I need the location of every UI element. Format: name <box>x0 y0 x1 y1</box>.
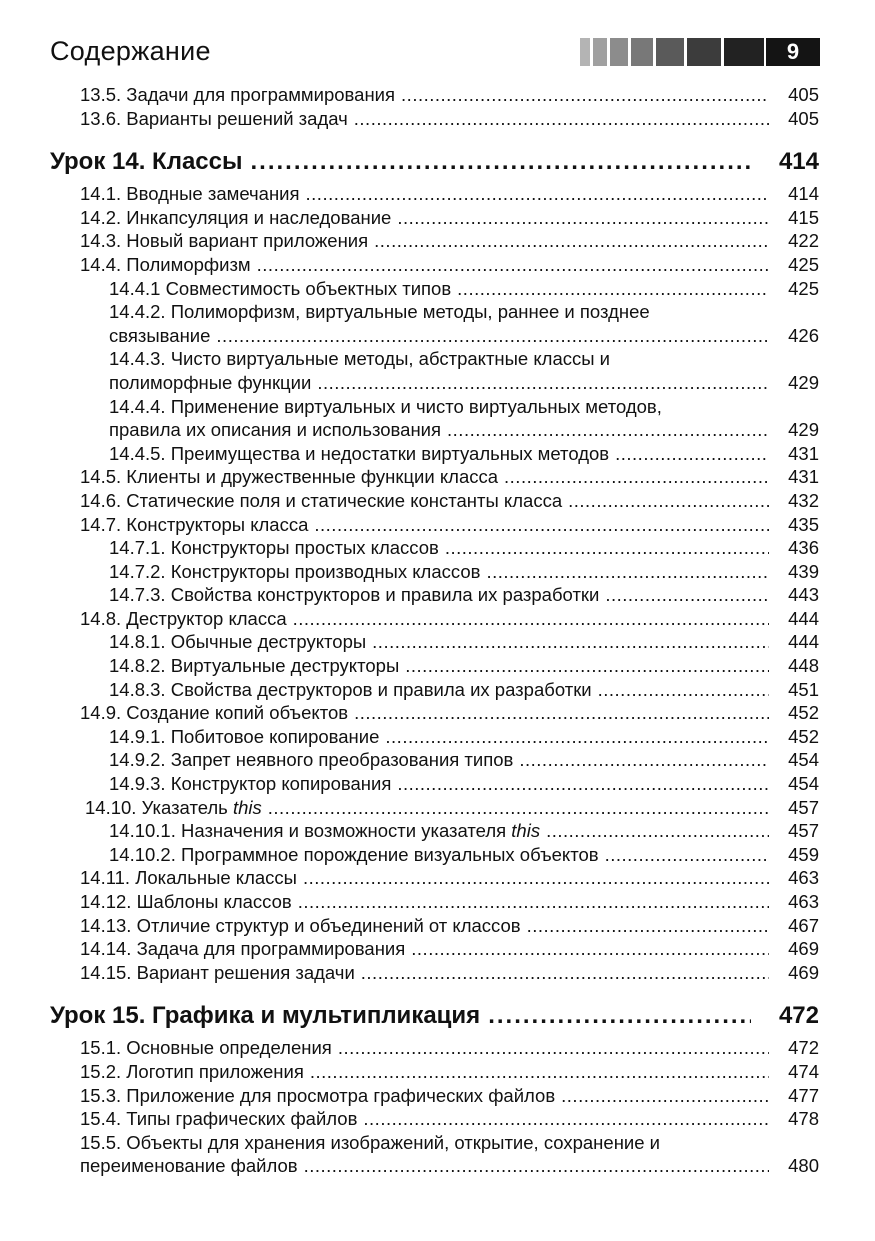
toc-entry-title: 14.10.2. Программное порождение визуальных объектов <box>109 843 599 865</box>
toc-page-number: 436 <box>788 537 819 559</box>
leader-dots <box>615 442 769 466</box>
toc-page-number: 451 <box>788 678 819 700</box>
toc-page-number: 425 <box>788 277 819 299</box>
toc-entry-title: правила их описания и использования <box>109 419 442 441</box>
toc-entry-title: 14.8.1. Обычные деструкторы <box>109 631 367 653</box>
toc-entry-title: 14.7.1. Конструкторы простых классов <box>109 537 439 559</box>
toc-page-number: 469 <box>788 961 819 983</box>
toc-entry <box>0 1107 875 1131</box>
toc-subentry <box>0 277 875 301</box>
leader-dots <box>561 1084 769 1108</box>
toc-entry-title: 14.6. Статические поля и статические константы класса <box>80 489 563 511</box>
leader-dots <box>293 607 769 631</box>
toc-subentry <box>0 442 875 466</box>
toc-entry <box>0 253 875 277</box>
toc-page-number: 439 <box>788 560 819 582</box>
toc-page-number: 444 <box>788 607 819 629</box>
toc-page-number: 405 <box>788 107 819 129</box>
chapter-title: Урок 14. Классы <box>50 148 243 176</box>
leader-dots <box>447 418 769 442</box>
leader-dots <box>519 748 769 772</box>
leader-dots <box>306 182 769 206</box>
leader-dots <box>546 819 769 843</box>
chapter-page-number: 414 <box>778 148 819 176</box>
toc-page-number: 444 <box>788 631 819 653</box>
toc-chapter-heading <box>0 146 875 178</box>
toc-page-number: 431 <box>788 466 819 488</box>
toc-page-number: 429 <box>788 419 819 441</box>
toc-entry-title: 15.2. Логотип приложения <box>80 1060 304 1082</box>
toc-entry <box>0 1060 875 1084</box>
table-of-contents <box>0 83 875 1178</box>
toc-entry <box>0 937 875 961</box>
toc-entry <box>0 489 875 513</box>
leader-dots <box>268 796 769 820</box>
toc-page-number: 426 <box>788 324 819 346</box>
leader-dots <box>310 1060 769 1084</box>
header-bar <box>656 38 684 66</box>
page-header <box>50 32 820 70</box>
leader-dots <box>250 146 751 178</box>
leader-dots <box>338 1036 769 1060</box>
leader-dots <box>298 890 769 914</box>
leader-dots <box>568 489 769 513</box>
toc-subentry <box>0 654 875 678</box>
toc-entry <box>0 1036 875 1060</box>
leader-dots <box>385 725 769 749</box>
toc-entry-title: полиморфные функции <box>109 371 312 393</box>
leader-dots <box>397 206 769 230</box>
chapter-title: Урок 15. Графика и мультипликация <box>50 1002 481 1030</box>
toc-entry-title: 14.7. Конструкторы класса <box>80 513 309 535</box>
toc-entry <box>0 607 875 631</box>
toc-subentry <box>0 583 875 607</box>
toc-entry-title: переименование файлов <box>80 1155 298 1177</box>
toc-entry-title: 14.4. Полиморфизм <box>80 253 251 275</box>
toc-entry-title-line: 14.4.2. Полиморфизм, виртуальные методы, раннее и позднее <box>109 301 650 323</box>
toc-page-number: 405 <box>788 84 819 105</box>
toc-entry-title: 14.8. Деструктор класса <box>80 607 287 629</box>
toc-page-number: 469 <box>788 938 819 960</box>
toc-entry-title: 15.1. Основные определения <box>80 1037 332 1059</box>
toc-entry-title-line: 14.4.4. Применение виртуальных и чисто виртуальных методов, <box>109 395 662 417</box>
toc-subentry <box>0 536 875 560</box>
toc-entry <box>0 83 875 107</box>
toc-entry-title: связывание <box>109 324 211 346</box>
leader-dots <box>397 772 769 796</box>
toc-entry <box>0 1131 875 1178</box>
toc-page-number: 432 <box>788 489 819 511</box>
toc-entry-title-line: 14.4.3. Чисто виртуальные методы, абстрактные классы и <box>109 348 611 370</box>
toc-page-number: 480 <box>788 1155 819 1177</box>
toc-entry-title: 14.9.3. Конструктор копирования <box>109 773 392 795</box>
toc-entry-title-emphasis: this <box>511 820 541 842</box>
leader-dots <box>405 654 769 678</box>
chapter-page-number: 472 <box>778 1002 819 1030</box>
toc-page-number: 452 <box>788 702 819 724</box>
toc-entry-title: 14.5. Клиенты и дружественные функции класса <box>80 466 499 488</box>
toc-subentry <box>0 630 875 654</box>
header-bar <box>580 38 590 66</box>
toc-entry-title: 14.3. Новый вариант приложения <box>80 230 369 252</box>
toc-page-number: 459 <box>788 843 819 865</box>
toc-subentry <box>0 347 875 394</box>
toc-entry-title: 13.5. Задачи для программирования <box>80 84 396 105</box>
toc-page-number: 454 <box>788 773 819 795</box>
leader-dots <box>488 1000 751 1032</box>
toc-subentry <box>0 395 875 442</box>
toc-subentry <box>0 560 875 584</box>
toc-entry-title <box>85 796 262 820</box>
toc-page-number: 472 <box>788 1037 819 1059</box>
toc-page-number: 435 <box>788 513 819 535</box>
leader-dots <box>598 678 769 702</box>
toc-entry <box>0 465 875 489</box>
toc-subentry <box>0 819 875 843</box>
toc-page-number: 454 <box>788 749 819 771</box>
leader-dots <box>317 371 769 395</box>
toc-page-number: 422 <box>788 230 819 252</box>
toc-entry-title: 14.8.2. Виртуальные деструкторы <box>109 655 400 677</box>
toc-entry <box>0 107 875 131</box>
toc-entry-title: 14.9.2. Запрет неявного преобразования типов <box>109 749 514 771</box>
header-bar <box>610 38 628 66</box>
leader-dots <box>527 914 769 938</box>
toc-page-number: 467 <box>788 914 819 936</box>
toc-entry <box>0 866 875 890</box>
toc-entry-title-line: 15.5. Объекты для хранения изображений, открытие, сохранение и <box>80 1131 661 1153</box>
toc-entry-title-emphasis: this <box>232 796 262 818</box>
toc-entry-title <box>109 819 540 843</box>
leader-dots <box>411 937 769 961</box>
toc-subentry <box>0 300 875 347</box>
leader-dots <box>363 1107 769 1131</box>
leader-dots <box>354 701 769 725</box>
toc-page-number: 478 <box>788 1108 819 1130</box>
toc-subentry <box>0 725 875 749</box>
toc-entry-title: 14.2. Инкапсуляция и наследование <box>80 206 392 228</box>
toc-page-number: 415 <box>788 206 819 228</box>
toc-entry <box>0 206 875 230</box>
leader-dots <box>372 630 769 654</box>
toc-subentry <box>0 843 875 867</box>
leader-dots <box>605 843 769 867</box>
toc-page-number: 463 <box>788 891 819 912</box>
leader-dots <box>354 107 769 131</box>
header-bar <box>687 38 721 66</box>
toc-entry-title: 14.11. Локальные классы <box>80 867 297 889</box>
leader-dots <box>486 560 769 584</box>
toc-entry-title: 14.9. Создание копий объектов <box>80 702 349 724</box>
leader-dots <box>457 277 769 301</box>
toc-entry-title: 14.15. Вариант решения задачи <box>80 961 355 983</box>
toc-entry-title: 14.4.1 Совместимость объектных типов <box>109 277 452 299</box>
toc-subentry <box>0 772 875 796</box>
leader-dots <box>303 866 769 890</box>
toc-entry-title: 14.12. Шаблоны классов <box>80 891 292 912</box>
toc-entry-title: 14.4.5. Преимущества и недостатки виртуальных методов <box>109 442 610 464</box>
toc-page-number: 452 <box>788 725 819 747</box>
toc-entry <box>0 701 875 725</box>
toc-entry <box>0 1084 875 1108</box>
toc-entry-title-text: 14.10. Указатель <box>85 796 228 818</box>
toc-subentry <box>0 748 875 772</box>
leader-dots <box>216 324 769 348</box>
leader-dots <box>361 961 769 985</box>
leader-dots <box>605 583 769 607</box>
toc-page-number: 425 <box>788 253 819 275</box>
toc-entry-title: 14.8.3. Свойства деструкторов и правила их разработки <box>109 678 592 700</box>
toc-page-number: 431 <box>788 442 819 464</box>
toc-entry-title: 14.9.1. Побитовое копирование <box>109 725 380 747</box>
page-title: Содержание <box>50 36 211 66</box>
leader-dots <box>304 1154 769 1178</box>
toc-entry <box>0 513 875 537</box>
leader-dots <box>401 83 769 107</box>
toc-page-number: 448 <box>788 655 819 677</box>
toc-page-number: 443 <box>788 584 819 606</box>
toc-entry-title: 14.13. Отличие структур и объединений от классов <box>80 914 521 936</box>
toc-entry-title: 14.7.2. Конструкторы производных классов <box>109 560 481 582</box>
toc-entry-title: 13.6. Варианты решений задач <box>80 107 348 129</box>
toc-entry-title: 14.14. Задача для программирования <box>80 938 406 960</box>
toc-entry-title: 14.1. Вводные замечания <box>80 183 300 205</box>
toc-entry <box>0 182 875 206</box>
toc-entry <box>0 229 875 253</box>
header-bar <box>724 38 764 66</box>
toc-page-number: 463 <box>788 867 819 889</box>
leader-dots <box>374 229 769 253</box>
toc-page-number: 457 <box>788 820 819 842</box>
leader-dots <box>257 253 769 277</box>
toc-chapter-heading <box>0 1000 875 1032</box>
header-bar <box>631 38 653 66</box>
toc-entry-title: 14.7.3. Свойства конструкторов и правила их разработки <box>109 584 600 606</box>
toc-entry-title-text: 14.10.1. Назначения и возможности указателя <box>109 820 507 842</box>
toc-page-number: 457 <box>788 796 819 818</box>
toc-entry <box>0 890 875 914</box>
leader-dots <box>504 465 769 489</box>
toc-page-number: 414 <box>788 183 819 205</box>
toc-entry <box>0 961 875 985</box>
leader-dots <box>445 536 769 560</box>
toc-entry-title: 15.3. Приложение для просмотра графических файлов <box>80 1084 556 1106</box>
toc-page-number: 429 <box>788 371 819 393</box>
toc-page-number: 474 <box>788 1060 819 1082</box>
toc-entry <box>0 796 875 820</box>
toc-page-number: 477 <box>788 1084 819 1106</box>
page-number-badge: 9 <box>766 38 820 66</box>
toc-subentry <box>0 678 875 702</box>
header-gradient-bars <box>577 38 764 66</box>
header-bar <box>593 38 607 66</box>
toc-entry-title: 15.4. Типы графических файлов <box>80 1108 358 1130</box>
leader-dots <box>314 513 769 537</box>
toc-entry <box>0 914 875 938</box>
